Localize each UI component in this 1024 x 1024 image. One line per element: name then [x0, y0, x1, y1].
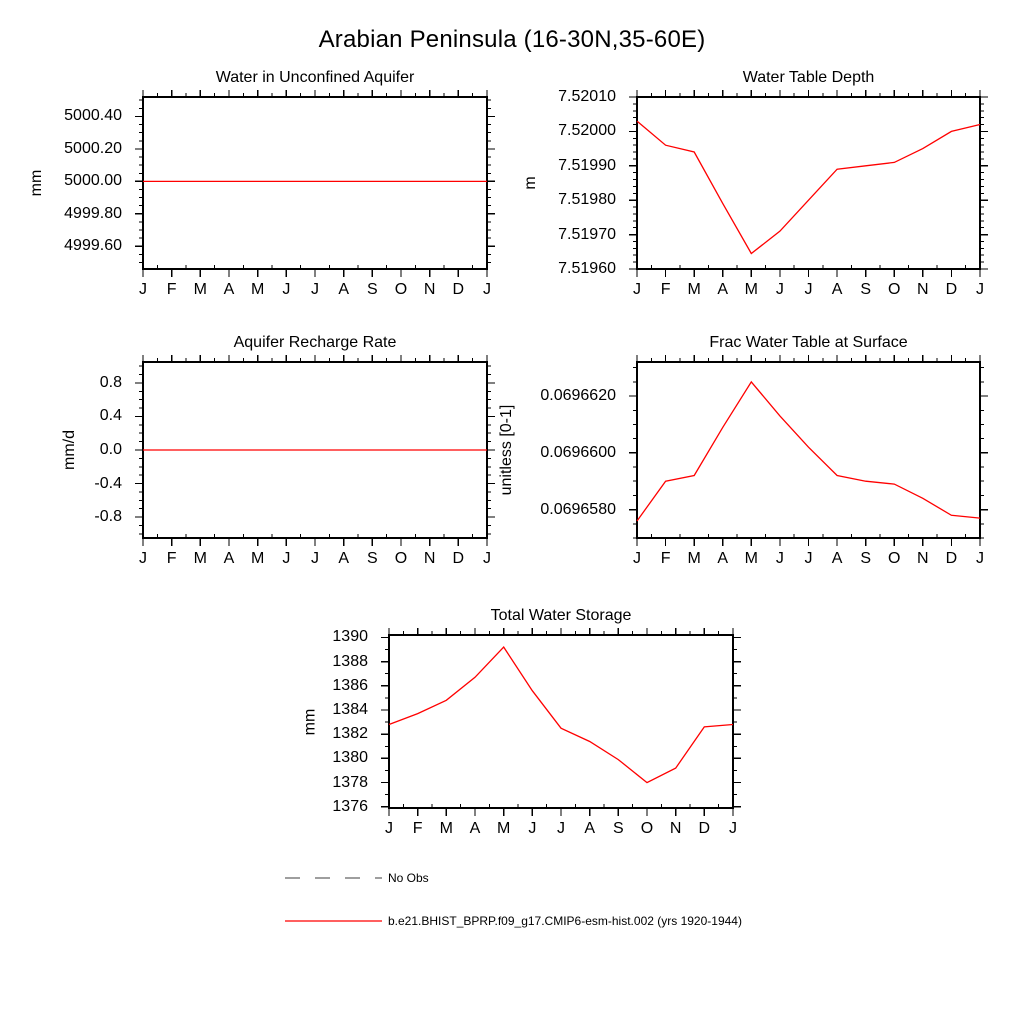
- x-tick-label: J: [729, 820, 737, 837]
- y-axis-label: mm: [28, 169, 45, 197]
- x-tick-label: J: [139, 550, 147, 567]
- x-tick-label: J: [775, 550, 784, 567]
- x-tick-label: J: [976, 550, 984, 567]
- x-tick-label: M: [250, 281, 265, 298]
- y-axis-label: mm: [301, 708, 318, 735]
- x-tick-label: A: [584, 820, 595, 837]
- y-tick-label: 7.51970: [558, 225, 616, 243]
- y-tick-label: 7.51990: [558, 156, 616, 174]
- chart-title: Water in Unconfined Aquifer: [215, 69, 415, 86]
- y-tick-label: 7.51980: [558, 191, 616, 209]
- chart-title: Aquifer Recharge Rate: [233, 334, 397, 351]
- x-tick-label: M: [439, 820, 453, 837]
- x-tick-label: O: [394, 550, 408, 567]
- chart-title: Water Table Depth: [742, 69, 875, 86]
- x-tick-label: O: [888, 550, 901, 567]
- x-tick-label: F: [660, 550, 671, 567]
- x-tick-label: J: [483, 281, 491, 298]
- y-tick-label: 0.0696600: [540, 443, 616, 461]
- y-tick-label: 0.0: [99, 441, 122, 458]
- x-tick-label: F: [166, 281, 177, 298]
- x-tick-label: A: [831, 550, 843, 567]
- x-tick-label: A: [717, 550, 729, 567]
- x-tick-label: M: [744, 281, 758, 298]
- x-tick-label: D: [945, 281, 958, 298]
- x-tick-label: J: [775, 281, 784, 298]
- x-tick-label: M: [193, 550, 207, 567]
- chart-frame: [389, 635, 733, 808]
- x-tick-label: J: [804, 281, 813, 298]
- x-tick-label: D: [452, 281, 465, 298]
- x-tick-label: M: [687, 550, 701, 567]
- x-tick-label: S: [860, 281, 871, 298]
- y-tick-label: 5000.40: [64, 107, 122, 125]
- x-tick-label: S: [612, 820, 624, 837]
- x-tick-label: M: [193, 281, 207, 298]
- x-tick-label: F: [660, 281, 671, 298]
- chart-frame: [143, 97, 487, 269]
- y-tick-label: 0.4: [99, 407, 122, 425]
- x-tick-label: J: [282, 281, 291, 298]
- y-tick-label: 4999.80: [64, 204, 122, 222]
- x-tick-label: M: [496, 820, 511, 837]
- y-tick-label: 4999.60: [64, 237, 122, 255]
- x-tick-label: N: [423, 550, 436, 567]
- chart-frame: [637, 97, 980, 269]
- x-tick-label: A: [338, 550, 349, 567]
- x-tick-label: D: [945, 550, 958, 567]
- x-tick-label: A: [717, 281, 729, 298]
- x-tick-label: J: [282, 550, 291, 567]
- y-tick-label: 1380: [332, 749, 368, 767]
- x-tick-label: J: [557, 820, 565, 837]
- x-tick-label: D: [698, 820, 711, 837]
- x-tick-label: O: [888, 281, 901, 298]
- y-tick-label: 7.51960: [558, 260, 616, 277]
- y-tick-label: 5000.20: [64, 139, 122, 157]
- chart-title: Total Water Storage: [490, 607, 632, 624]
- x-tick-label: J: [633, 281, 641, 298]
- chart-frame: [637, 362, 980, 538]
- y-tick-label: 1382: [332, 725, 368, 743]
- y-tick-label: 1376: [332, 797, 368, 815]
- legend-label-model-run: b.e21.BHIST_BPRP.f09_g17.CMIP6-esm-hist.002 (yrs 1920-1944): [388, 914, 742, 928]
- x-tick-label: J: [311, 281, 319, 298]
- chart-title: Frac Water Table at Surface: [709, 334, 908, 351]
- y-tick-label: -0.4: [94, 474, 122, 492]
- x-tick-label: M: [250, 550, 265, 567]
- data-series-line: [637, 382, 980, 521]
- x-tick-label: F: [166, 550, 177, 567]
- x-tick-label: J: [483, 550, 491, 567]
- y-tick-label: 5000.00: [64, 172, 122, 190]
- x-tick-label: N: [917, 281, 929, 298]
- x-tick-label: A: [223, 281, 235, 298]
- x-tick-label: M: [687, 281, 701, 298]
- figure-title: Arabian Peninsula (16-30N,35-60E): [318, 26, 706, 53]
- legend-label-no-obs: No Obs: [388, 871, 429, 885]
- x-tick-label: J: [976, 281, 984, 298]
- x-tick-label: N: [669, 820, 682, 837]
- x-tick-label: M: [744, 550, 758, 567]
- x-tick-label: J: [804, 550, 813, 567]
- x-tick-label: D: [452, 550, 465, 567]
- x-tick-label: S: [860, 550, 871, 567]
- y-axis-label: unitless [0-1]: [498, 404, 515, 496]
- x-tick-label: A: [831, 281, 843, 298]
- y-tick-label: 1378: [332, 773, 368, 791]
- data-series-line: [637, 121, 980, 253]
- x-tick-label: O: [640, 820, 654, 837]
- y-tick-label: 7.52010: [558, 88, 616, 105]
- data-series-line: [389, 647, 733, 783]
- x-tick-label: J: [385, 820, 393, 837]
- y-tick-label: -0.8: [94, 508, 122, 526]
- x-tick-label: J: [311, 550, 319, 567]
- y-axis-label: mm/d: [61, 430, 78, 470]
- y-tick-label: 7.52000: [558, 122, 616, 140]
- x-tick-label: N: [423, 281, 436, 298]
- x-tick-label: J: [633, 550, 641, 567]
- y-tick-label: 1388: [332, 652, 368, 670]
- x-tick-label: J: [139, 281, 147, 298]
- x-tick-label: A: [469, 820, 481, 837]
- x-tick-label: A: [338, 281, 349, 298]
- x-tick-label: O: [394, 281, 408, 298]
- x-tick-label: A: [223, 550, 235, 567]
- y-axis-label: m: [522, 176, 539, 190]
- x-tick-label: J: [528, 820, 537, 837]
- x-tick-label: S: [366, 550, 378, 567]
- y-tick-label: 1386: [332, 676, 368, 694]
- y-tick-label: 0.0696580: [540, 500, 616, 518]
- x-tick-label: S: [366, 281, 378, 298]
- x-tick-label: F: [412, 820, 423, 837]
- y-tick-label: 1390: [332, 628, 368, 646]
- y-tick-label: 1384: [332, 701, 368, 718]
- x-tick-label: N: [917, 550, 929, 567]
- y-tick-label: 0.8: [99, 373, 122, 391]
- y-tick-label: 0.0696620: [540, 387, 616, 405]
